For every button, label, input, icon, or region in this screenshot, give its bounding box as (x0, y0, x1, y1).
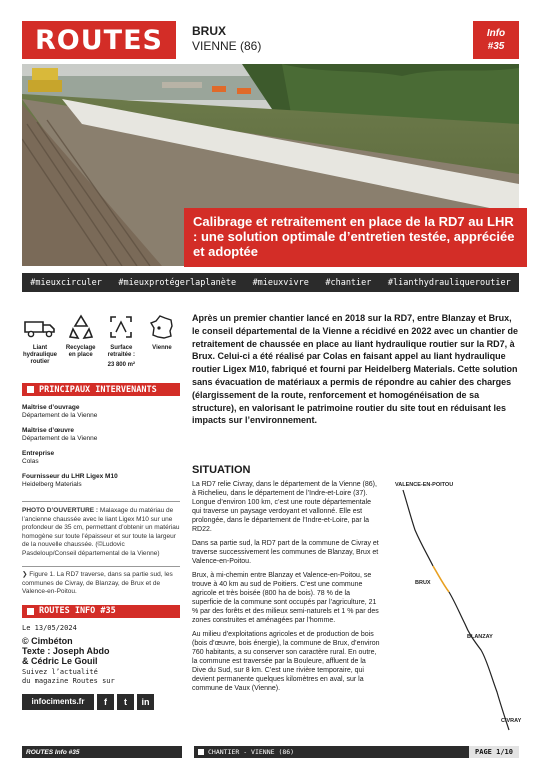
issue-credits (22, 624, 180, 710)
info-label: Info (486, 28, 506, 39)
divider (22, 501, 180, 502)
key-figure-label: Recyclage en place (65, 345, 96, 358)
hashtag[interactable]: #mieuxcirculer (30, 277, 102, 288)
body-paragraph: La RD7 relie Civray, dans le département de la Vienne (86), à Richelieu, dans le département de l’Indre-et-Loire (37). Longue d’environ 100 km, c’est une route départementale qui traverse un paysage verdoyant et vallonné. Elle est prolongée, dans le département de l’Indre-et-Loire, par la RD22. (192, 481, 377, 533)
routes-logo: ROUTES (22, 21, 176, 59)
follow-line: du magazine Routes sur (22, 676, 115, 685)
stakeholder-role: Maîtrise d’ouvrage (22, 404, 80, 411)
map-label-civray: CIVRAY (501, 718, 522, 724)
map-label-valence: VALENCE-EN-POITOU (395, 482, 454, 488)
key-figure-label: Liant hydraulique routier (22, 345, 57, 365)
intro-paragraph: Après un premier chantier lancé en 2018 sur la RD7, entre Blanzay et Brux, le conseil départemental de la Vienne a récidivé en 2022 avec un chantier de retraitement de chaussée en place au liant hydraulique routier sur la RD7, à Brux. Celui-ci a été réalisé par Colas en faisant appel au liant hydraulique routier Ligex M10, fabriqué et fourni par Heidelberg Materials. Cette solution sans évacuation de matériaux a permis de répondre au cahier des charges (élargissement de la route, renforcement et homogénéisation de sa structure), en valorisant le patrimoine routier du site tout en réduisant les impacts sur l’environnement. (192, 313, 518, 426)
info-badge (473, 21, 519, 59)
bullet-square-icon (27, 608, 34, 615)
stakeholder-name: Département de la Vienne (22, 412, 98, 419)
hashtag[interactable]: #mieuxprotégerlaplanète (118, 277, 237, 288)
hashtag[interactable]: #chantier (325, 277, 372, 288)
key-figures (22, 312, 180, 369)
photo-credit-label: PHOTO D’OUVERTURE : (22, 507, 99, 514)
principaux-heading: PRINCIPAUX INTERVENANTS (22, 383, 180, 396)
figure-caption: ❯ Figure 1. La RD7 traverse, dans sa partie sud, les communes de Civray, de Blanzay, de Brux et de Valence-en-Poitou. (22, 571, 173, 595)
stakeholder-name: Département de la Vienne (22, 435, 98, 442)
share-links (22, 694, 180, 710)
key-figure-binder (22, 312, 58, 369)
routes-info-heading: ROUTES INFO #35 (22, 605, 180, 618)
follow-line: Suivez l’actualité (22, 667, 98, 676)
page-footer (22, 746, 519, 758)
linkedin-icon[interactable]: in (137, 694, 154, 710)
stakeholder-role: Fournisseur du LHR Ligex M10 (22, 473, 118, 480)
website-link[interactable]: infociments.fr (22, 694, 94, 710)
left-column (22, 312, 180, 710)
key-figure-surface (103, 312, 139, 369)
map-label-blanzay: BLANZAY (467, 634, 493, 640)
area-icon (108, 314, 134, 340)
page-header (0, 0, 540, 64)
department-name: VIENNE (86) (192, 39, 262, 53)
france-map-icon (149, 314, 175, 340)
page-number: PAGE 1/10 (469, 746, 519, 758)
stakeholders-list (22, 404, 180, 489)
key-figure-recycling (63, 312, 99, 369)
stakeholder-role: Entreprise (22, 450, 55, 457)
authors-line: Texte : Joseph Abdo (22, 645, 110, 656)
route-map (393, 478, 520, 750)
arrow-icon: ❯ (22, 571, 28, 578)
body-paragraph: Dans sa partie sud, la RD7 part de la commune de Civray et traverse successivement les communes de Blanzay, Brux et Valence-en-Poitou. (192, 540, 379, 565)
authors-line: & Cédric Le Gouil (22, 655, 98, 666)
facebook-icon[interactable]: f (97, 694, 114, 710)
footer-magazine: ROUTES Info #35 (22, 746, 182, 758)
divider (22, 566, 180, 567)
hashtag-bar (22, 273, 519, 292)
stakeholder-name: Heidelberg Materials (22, 481, 82, 488)
twitter-icon[interactable]: t (117, 694, 134, 710)
key-figure-label: Surface retraitée : (107, 345, 135, 358)
photo-credit-text: Malaxage du matériau de l’ancienne chaussée avec le liant Ligex M10 sur une profondeur de 35 cm, permettant d’obtenir un matériau homogène sur toute l’épaisseur et sur toute la largeur de la nouvelle chaussée. (©Ludovic Pasdeloup/Conseil départemental de la Vienne) (22, 507, 180, 557)
key-figure-value: 23 800 m² (107, 362, 135, 368)
stakeholder-role: Maîtrise d’œuvre (22, 427, 75, 434)
body-paragraph: Brux, à mi-chemin entre Blanzay et Valence-en-Poitou, se trouve à 40 km au sud de Poitiers. C’est une commune agricole et très boisée (800 ha de bois). 78 % de la superficie de la commune sont occupés par l’agriculture, 21 % par des forêts et des milieux semi-naturels et 1 % par des zones construites et aménagées par l’homme. (192, 572, 379, 624)
bullet-square-icon (27, 386, 34, 393)
copyright: © Cimbéton (22, 635, 73, 646)
info-number: #35 (487, 41, 505, 52)
stakeholder-name: Colas (22, 458, 39, 465)
truck-icon (23, 316, 57, 338)
hashtag[interactable]: #mieuxvivre (252, 277, 309, 288)
body-paragraph: Au milieu d’exploitations agricoles et de production de bois (bois d’œuvre, bois énergie), la commune de Brux, d’environ 760 habitants, a su conserver son caractère rural. En outre, la commune est traversée par la Bouleure, affluent de la Dive du Sud, sur 8 km. C’est une rivière temporaire, qui devient permanente quelques kilomètres en aval, sur la commune de Vaux (Vienne). (192, 631, 380, 692)
article-title: Calibrage et retraitement en place de la RD7 au LHR : une solution optimale d’entretien testée, appréciée et adoptée (184, 208, 527, 267)
footer-section: CHANTIER - VIENNE (86) (194, 746, 469, 758)
map-label-brux: BRUX (415, 580, 431, 586)
location (192, 24, 261, 53)
rd7-route-line (393, 478, 520, 750)
section-heading: SITUATION (192, 464, 251, 476)
situation-section (192, 464, 381, 698)
key-figure-label: Vienne (152, 345, 172, 351)
key-figure-location (144, 312, 180, 369)
hashtag[interactable]: #lianthydrauliqueroutier (387, 277, 511, 288)
recycle-icon (67, 313, 95, 341)
bullet-square-icon (198, 749, 204, 755)
photo-credit (22, 507, 180, 558)
publication-date: Le 13/05/2024 (22, 623, 77, 632)
city-name: BRUX (192, 24, 227, 38)
